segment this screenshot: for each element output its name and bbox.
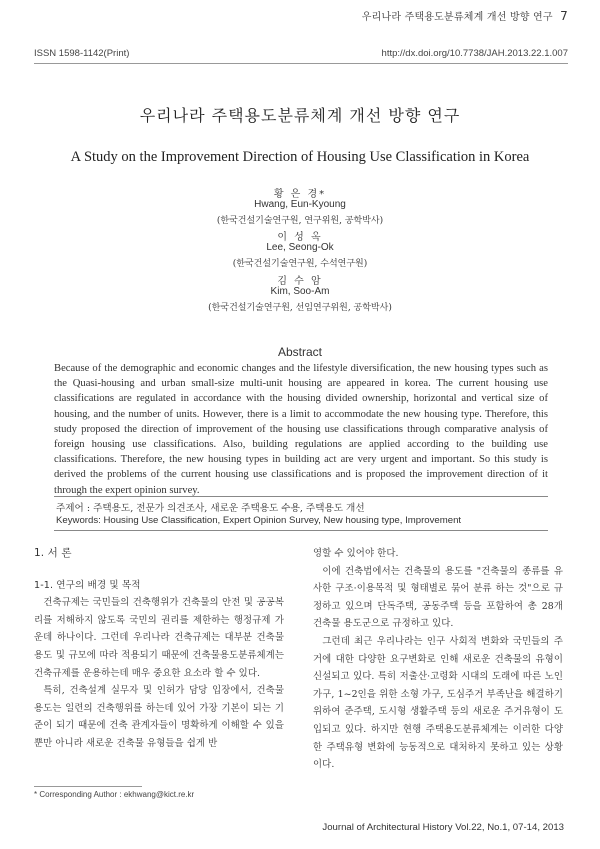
- paragraph: 이에 건축법에서는 건축물의 용도를 "건축물의 종류를 유사한 구조·이용목적 및 형태별로 묶어 분류 하는 것"으로 규정하고 있으며 단독주택, 공동주택 등을 포함하여 총 28개 건축물 용도군으로 규정하고 있다.: [313, 565, 563, 630]
- page-number: 7: [560, 9, 568, 23]
- abstract-text: Because of the demographic and economic changes and the lifestyle diversification, the new housing types such as the Quasi-housing and urban small-size multi-unit housing are appeared in korea. The current housing use classifications are regulated in accordance with the housing divided ownership, horizontal and vertical size of housing, and the number of units. However, there is a limit to accommodate the new housing type. Therefore, this study proposed the direction of improvement of the housing use classifications through comparative analysis of foreign housing use classifications. Also, building regulations are applied according to the building use classifications. Therefore, the new housing types in building act are very urgent and important. So this study is derived the problems of the current housing use classifications and is proposed the improvement direction of it through the expert opinion survey.: [54, 363, 548, 496]
- paragraph: 특히, 건축설계 실무자 및 인허가 담당 입장에서, 건축물 용도는 일련의 건축행위를 하는데 있어 가장 기본이 되는 기준이 되기 때문에 건축 관계자들이 명확하게 이해할 수 있을 뿐만 아니라 새로운 건축물 유형들을 쉽게 반: [34, 685, 284, 749]
- paragraph: 건축규제는 국민들의 건축행위가 건축물의 안전 및 공공복리를 저해하지 않도록 국민의 권리를 제한하는 행정규제 가운데 하나이다. 그런데 우리나라 건축규제는 대부분 건축물 용도 및 규모에 따라 적용되기 때문에 건축물용도분류체계는 건축규제를 운용하는데 매우 중요한 요소라 할 수 있다.: [34, 597, 284, 679]
- header-rule: [34, 63, 568, 64]
- running-header: [330, 8, 568, 23]
- keywords-korean: 주제어 : 주택용도, 전문가 의견조사, 새로운 주택용도 수용, 주택용도 개선: [56, 503, 365, 514]
- author-3-affiliation: (한국건설기술연구원, 선임연구위원, 공학박사): [208, 303, 392, 313]
- issn: ISSN 1598-1142(Print): [34, 48, 130, 59]
- keywords-bottom-rule: [54, 530, 548, 531]
- author-1-affiliation: (한국건설기술연구원, 연구위원, 공학박사): [216, 216, 384, 226]
- paragraph: 영할 수 있어야 한다.: [313, 548, 399, 559]
- author-1-english-name: Hwang, Eun-Kyoung: [254, 199, 346, 210]
- author-3-korean-name: 김 수 암: [277, 276, 323, 287]
- body-left-column: [34, 545, 284, 753]
- doi-link[interactable]: http://dx.doi.org/10.7738/JAH.2013.22.1.007: [381, 48, 568, 59]
- journal-citation: Journal of Architectural History Vol.22, No.1, 07-14, 2013: [322, 822, 564, 833]
- author-1-korean-name: 황 은 경*: [273, 189, 327, 200]
- keywords-english: Keywords: Housing Use Classification, Expert Opinion Survey, New housing type, Improvement: [56, 515, 462, 526]
- author-2-korean-name: 이 성 옥: [277, 232, 323, 243]
- author-2-affiliation: (한국건설기술연구원, 수석연구원): [232, 259, 368, 269]
- footnote-corresponding-author: * Corresponding Author : ekhwang@kict.re.kr: [34, 790, 195, 799]
- subsection-heading-background: 1-1. 연구의 배경 및 목적: [34, 579, 141, 591]
- section-heading-introduction: 1. 서 론: [34, 547, 72, 559]
- keywords-top-rule: [54, 496, 548, 497]
- paper-title-korean: 우리나라 주택용도분류체계 개선 방향 연구: [139, 106, 461, 125]
- author-2-english-name: Lee, Seong-Ok: [266, 242, 334, 253]
- footnote-rule: [34, 786, 142, 787]
- running-title: 우리나라 주택용도분류체계 개선 방향 연구: [361, 12, 553, 23]
- paper-title-english: A Study on the Improvement Direction of Housing Use Classification in Korea: [70, 149, 530, 165]
- abstract-heading: Abstract: [277, 345, 322, 359]
- author-3-english-name: Kim, Soo-Am: [270, 286, 330, 297]
- body-right-column: [313, 545, 563, 774]
- paragraph: 그런데 최근 우리나라는 인구 사회적 변화와 국민들의 주거에 대한 다양한 요구변화로 인해 새로운 건축물의 유형이 신설되고 있다. 특히 저출산·고령화 시대의 도래에 따른 노인가구, 1~2인을 위한 소형 가구, 도심주거 부족난을 해결하기 위하여 준주택, 도시형 생활주택 등의 새로운 주거유형이 도입되고 있다. 하지만 현행 주택용도분류체계는 이러한 다양한 주택유형 변화에 능동적으로 대처하지 못하고 있는 상황이다.: [313, 635, 563, 771]
